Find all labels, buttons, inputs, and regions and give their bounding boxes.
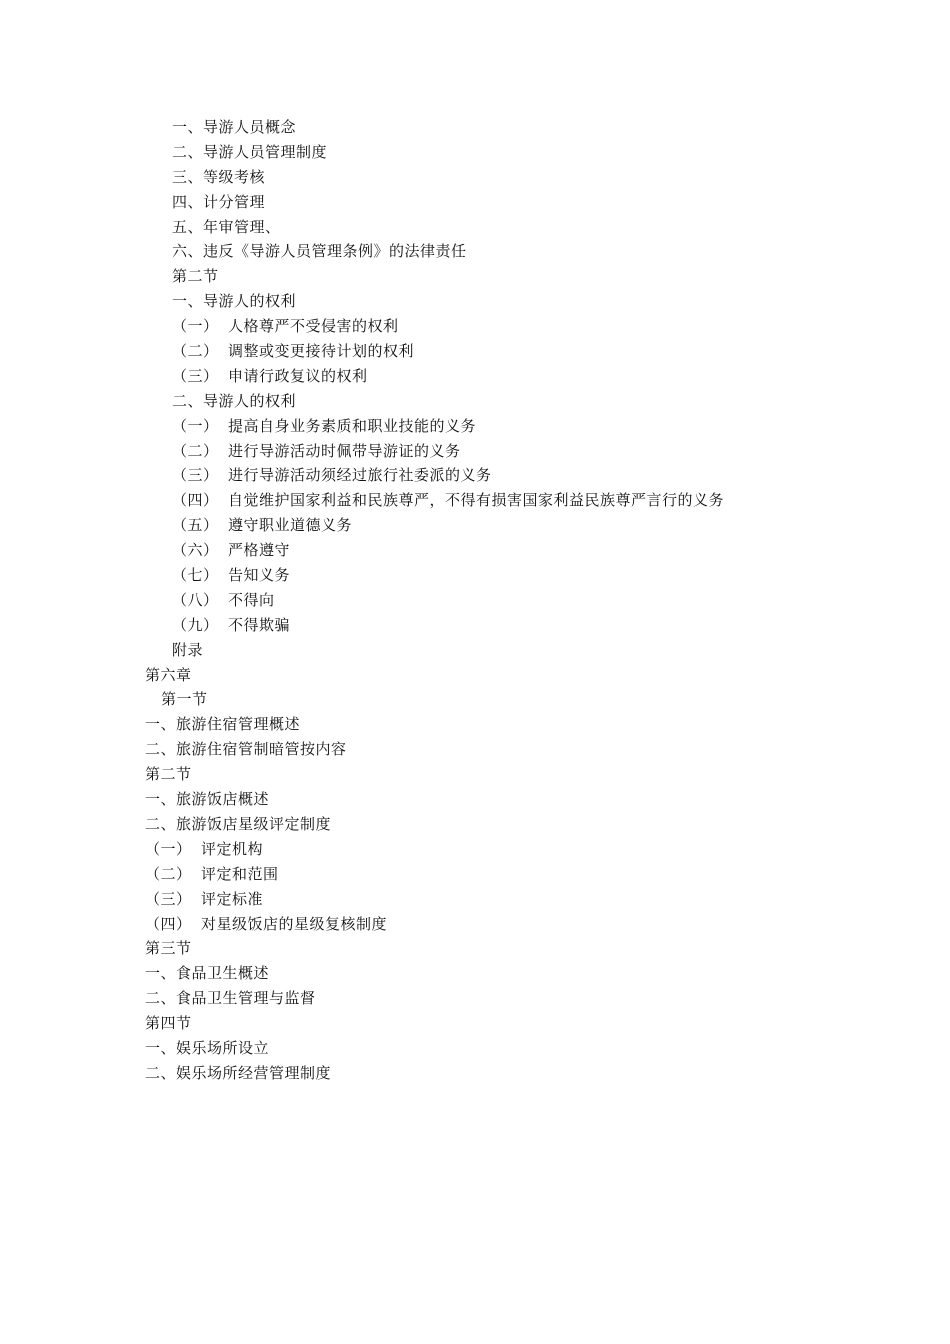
outline-line xyxy=(0,439,950,464)
outline-line xyxy=(0,115,950,140)
outline-line xyxy=(0,837,950,862)
outline-line xyxy=(0,812,950,837)
item-number: （三） xyxy=(145,889,192,908)
outline-text: 一、娱乐场所设立 xyxy=(145,1038,270,1057)
outline-text: 第一节 xyxy=(161,690,208,709)
outline-text: 评定标准 xyxy=(201,889,264,908)
outline-line xyxy=(0,712,950,737)
outline-text: 一、食品卫生概述 xyxy=(145,964,270,983)
outline-line xyxy=(0,215,950,240)
item-number: （二） xyxy=(172,342,219,361)
item-number: （四） xyxy=(172,491,219,510)
outline-text: 不得欺骗 xyxy=(228,615,291,634)
item-number: （八） xyxy=(172,590,219,609)
outline-text: 评定机构 xyxy=(201,839,264,858)
item-number: （六） xyxy=(172,541,219,560)
outline-line xyxy=(0,862,950,887)
outline-line xyxy=(0,663,950,688)
outline-line xyxy=(0,1061,950,1086)
outline-line xyxy=(0,961,950,986)
item-number: （二） xyxy=(145,864,192,883)
item-number: （一） xyxy=(172,416,219,435)
outline-line xyxy=(0,613,950,638)
item-number: （二） xyxy=(172,441,219,460)
outline-line xyxy=(0,1011,950,1036)
outline-text: 二、旅游饭店星级评定制度 xyxy=(145,814,332,833)
item-number: （五） xyxy=(172,516,219,535)
outline-line xyxy=(0,687,950,712)
outline-text: 遵守职业道德义务 xyxy=(228,516,353,535)
outline-text: 调整或变更接待计划的权利 xyxy=(228,342,415,361)
outline-text: 进行导游活动时佩带导游证的义务 xyxy=(228,441,461,460)
outline-text: 对星级饭店的星级复核制度 xyxy=(201,914,388,933)
outline-line xyxy=(0,414,950,439)
outline-text: 一、导游人员概念 xyxy=(172,118,297,136)
outline-line xyxy=(0,239,950,264)
outline-line xyxy=(0,364,950,389)
outline-line xyxy=(0,165,950,190)
outline-line xyxy=(0,339,950,364)
outline-line xyxy=(0,289,950,314)
outline-text: 严格遵守 xyxy=(228,541,291,560)
item-number: （一） xyxy=(172,317,219,336)
outline-text: 二、食品卫生管理与监督 xyxy=(145,989,316,1008)
outline-text: 自觉维护国家利益和民族尊严，不得有损害国家利益民族尊严言行的义务 xyxy=(228,491,725,510)
outline-text: 二、导游人的权利 xyxy=(172,391,297,410)
outline-line xyxy=(0,190,950,215)
outline-line xyxy=(0,887,950,912)
outline-text: 第二节 xyxy=(145,765,192,784)
outline-text: 人格尊严不受侵害的权利 xyxy=(228,317,399,336)
item-number: （一） xyxy=(145,839,192,858)
outline-text: 第六章 xyxy=(145,665,192,684)
item-number: （七） xyxy=(172,566,219,585)
outline-line xyxy=(0,538,950,563)
outline-line xyxy=(0,264,950,289)
outline-line xyxy=(0,314,950,339)
outline-line xyxy=(0,638,950,663)
outline-text: 申请行政复议的权利 xyxy=(228,366,368,385)
outline-text: 一、旅游饭店概述 xyxy=(145,790,270,809)
outline-text: 第三节 xyxy=(145,939,192,958)
outline-line xyxy=(0,787,950,812)
outline-line xyxy=(0,912,950,937)
outline-text: 四、计分管理 xyxy=(172,192,266,211)
outline-line xyxy=(0,737,950,762)
outline-line xyxy=(0,563,950,588)
outline-line xyxy=(0,140,950,165)
item-number: （四） xyxy=(145,914,192,933)
item-number: （九） xyxy=(172,615,219,634)
item-number: （三） xyxy=(172,366,219,385)
outline-line xyxy=(0,762,950,787)
outline-text: 进行导游活动须经过旅行社委派的义务 xyxy=(228,466,492,485)
outline-text: 三、等级考核 xyxy=(172,167,266,186)
item-number: （三） xyxy=(172,466,219,485)
outline-text: 评定和范围 xyxy=(201,864,279,883)
outline-line xyxy=(0,1036,950,1061)
outline-text: 六、违反《导游人员管理条例》的法律责任 xyxy=(172,242,467,261)
outline-text: 二、娱乐场所经营管理制度 xyxy=(145,1063,332,1082)
outline-text: 不得向 xyxy=(228,590,275,609)
outline-line xyxy=(0,488,950,513)
outline-line xyxy=(0,588,950,613)
outline-text: 一、旅游住宿管理概述 xyxy=(145,715,301,734)
outline-text: 第二节 xyxy=(172,267,219,286)
outline-text: 告知义务 xyxy=(228,566,291,585)
outline-text: 二、导游人员管理制度 xyxy=(172,142,328,161)
outline-text: 二、旅游住宿管制暗管按内容 xyxy=(145,740,347,759)
outline-text: 一、导游人的权利 xyxy=(172,292,297,311)
outline-line xyxy=(0,513,950,538)
outline-line xyxy=(0,389,950,414)
outline-line xyxy=(0,463,950,488)
outline-text: 附录 xyxy=(172,640,204,659)
outline-text: 第四节 xyxy=(145,1014,192,1033)
outline-text: 五、年审管理、 xyxy=(172,217,281,236)
outline-line xyxy=(0,986,950,1011)
outline-line xyxy=(0,936,950,961)
document-outline xyxy=(0,115,950,1086)
outline-text: 提高自身业务素质和职业技能的义务 xyxy=(228,416,477,435)
